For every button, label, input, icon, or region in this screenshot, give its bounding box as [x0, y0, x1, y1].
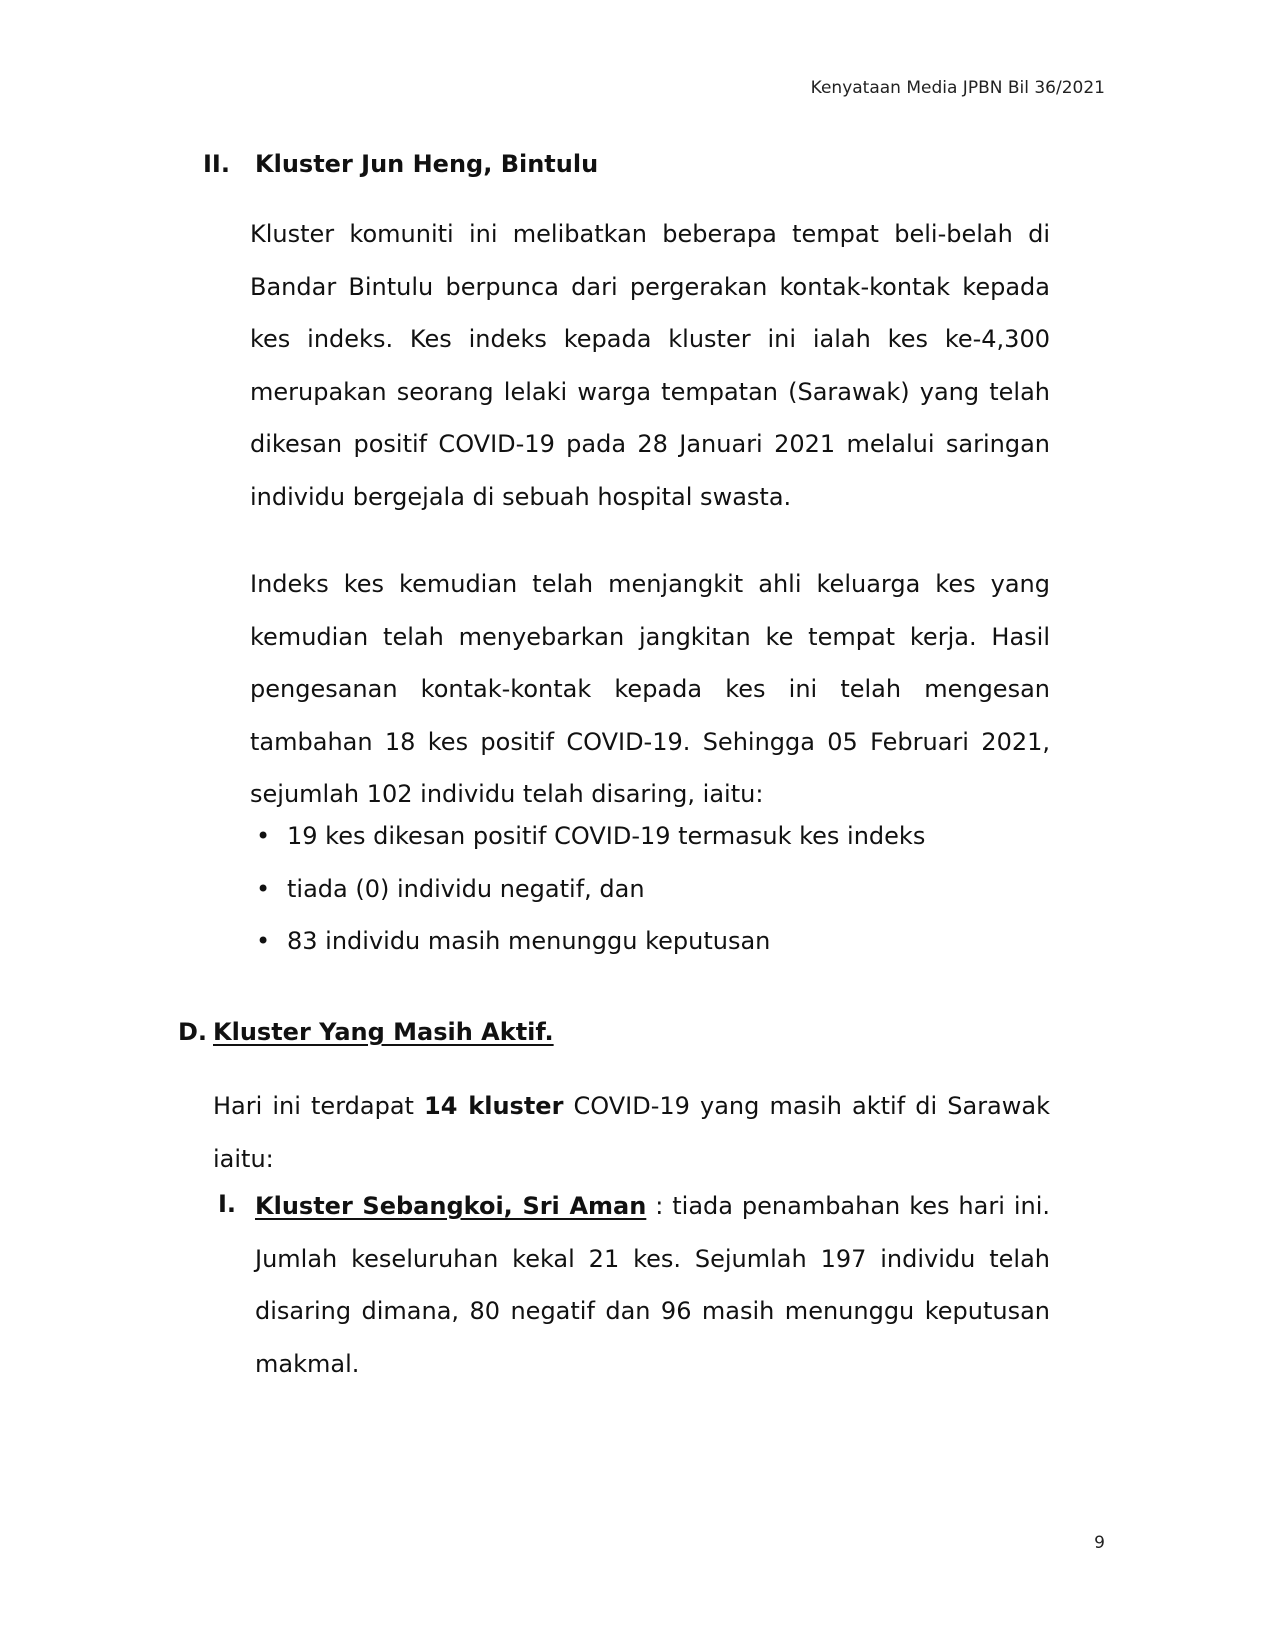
text-line: kemudian telah menyebarkan jangkitan ke tempat kerja. Hasil [250, 622, 1050, 651]
text-line [213, 1080, 1050, 1133]
section-d-intro [213, 1080, 1050, 1185]
text-line: sejumlah 102 individu telah disaring, iaitu: [250, 780, 764, 808]
text-line: kes indeks. Kes indeks kepada kluster ini ialah kes ke-4,300 [250, 325, 1050, 353]
cluster-count: 14 kluster [424, 1092, 564, 1120]
section-d-letter: D. [178, 1018, 208, 1046]
intro-text-post: COVID-19 yang masih aktif di Sarawak [563, 1092, 1051, 1120]
section-d-title: Kluster Yang Masih Aktif. [213, 1018, 554, 1046]
screening-results-list [250, 810, 1050, 968]
document-header: Kenyataan Media JPBN Bil 36/2021 [810, 78, 1105, 98]
text-line: Jumlah keseluruhan kekal 21 kes. Sejumlah 197 individu telah [255, 1244, 1050, 1273]
text-line: pengesanan kontak-kontak kepada kes ini telah mengesan [250, 675, 1050, 703]
section-d-heading [178, 1018, 554, 1046]
list-item: • tiada (0) individu negatif, dan [250, 863, 1050, 916]
text-line: makmal. [255, 1349, 360, 1378]
section-ii-number: II. [203, 150, 230, 178]
text-line: disaring dimana, 80 negatif dan 96 masih menunggu keputusan [255, 1297, 1050, 1325]
item-i-number: I. [218, 1190, 237, 1218]
item-i-body [255, 1180, 1050, 1390]
section-ii-paragraph-1 [250, 208, 1050, 523]
section-ii-paragraph-2 [250, 558, 1050, 821]
item-i-title: Kluster Sebangkoi, Sri Aman [255, 1192, 647, 1220]
text-line [255, 1180, 1050, 1233]
section-ii-heading [203, 150, 598, 178]
section-ii-title: Kluster Jun Heng, Bintulu [255, 150, 599, 178]
text-line: individu bergejala di sebuah hospital swasta. [250, 482, 792, 511]
intro-text-pre: Hari ini terdapat [213, 1092, 425, 1120]
text-line: Indeks kes kemudian telah menjangkit ahli keluarga kes yang [250, 570, 1050, 598]
page-number: 9 [1094, 1533, 1105, 1553]
text-line: merupakan seorang lelaki warga tempatan (Sarawak) yang telah [250, 377, 1050, 406]
list-item: • 83 individu masih menunggu keputusan [250, 915, 1050, 968]
text-line: Kluster komuniti ini melibatkan beberapa tempat beli-belah di [250, 220, 1050, 248]
text-line: dikesan positif COVID-19 pada 28 Januari 2021 melalui saringan [250, 430, 1050, 458]
text-line: iaitu: [213, 1144, 274, 1173]
item-i-status: : tiada penambahan kes hari ini. [646, 1192, 1050, 1220]
list-item: • 19 kes dikesan positif COVID-19 termasuk kes indeks [250, 810, 1050, 863]
text-line: Bandar Bintulu berpunca dari pergerakan kontak-kontak kepada [250, 272, 1050, 301]
text-line: tambahan 18 kes positif COVID-19. Sehingga 05 Februari 2021, [250, 727, 1050, 756]
